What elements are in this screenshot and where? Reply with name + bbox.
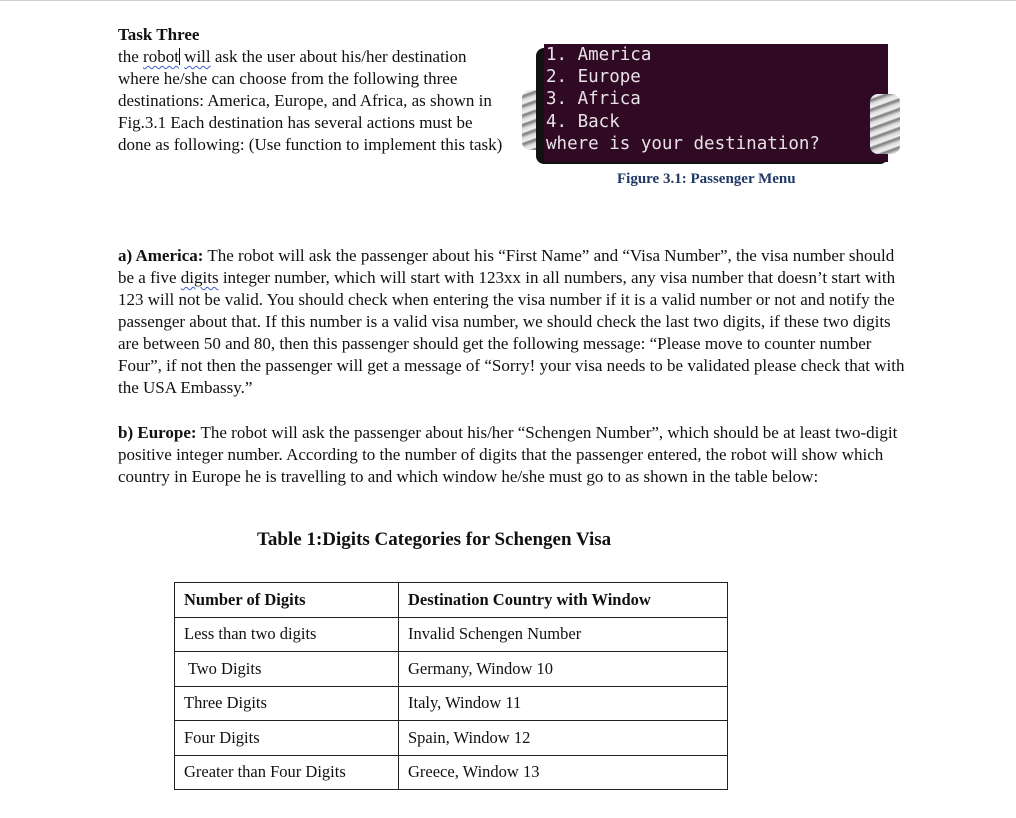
task-title: Task Three xyxy=(118,25,200,44)
table-cell: Greece, Window 13 xyxy=(399,755,728,790)
menu-option-back: 4. Back xyxy=(546,111,620,132)
menu-option-europe: 2. Europe xyxy=(546,67,641,88)
spellcheck-flagged-word[interactable]: robot xyxy=(143,47,179,66)
table-caption: Table 1:Digits Categories for Schengen Visa xyxy=(257,529,612,550)
section-europe[interactable]: b) Europe: The robot will ask the passenger about his/her “Schengen Number”, which should be at least two-digit positive integer number. According to the number of digits that the passenger entered, the robot will show which country in Europe he is travelling to and which window he/she must go to as shown in the table below: xyxy=(118,423,898,486)
task-three-block xyxy=(118,24,508,156)
header-number-of-digits: Number of Digits xyxy=(175,583,399,618)
table-cell: Germany, Window 10 xyxy=(399,652,728,687)
figure-caption: Figure 3.1: Passenger Menu xyxy=(617,171,796,187)
section-label-europe: b) Europe: xyxy=(118,423,197,442)
table-row xyxy=(175,617,728,652)
table-cell: Three Digits xyxy=(175,686,399,721)
passenger-menu-figure xyxy=(522,44,912,170)
table-cell: Four Digits xyxy=(175,721,399,756)
table-cell: Less than two digits xyxy=(175,617,399,652)
spellcheck-flagged-word[interactable]: will xyxy=(184,47,211,66)
table-cell: Greater than Four Digits xyxy=(175,755,399,790)
task-intro[interactable] xyxy=(118,46,508,156)
table-cell: Invalid Schengen Number xyxy=(399,617,728,652)
menu-prompt: where is your destination? xyxy=(546,133,820,154)
table-row xyxy=(175,652,728,687)
intro-text-start: the xyxy=(118,47,144,66)
robot-hand-right-icon xyxy=(870,94,900,154)
menu-option-africa: 3. Africa xyxy=(546,89,641,110)
header-destination: Destination Country with Window xyxy=(399,583,728,618)
terminal-screen xyxy=(544,44,888,162)
page-top-border xyxy=(0,0,1016,1)
section-america[interactable]: a) America: The robot will ask the passenger about his “First Name” and “Visa Number”, the visa number should be a five digits integer number, which will start with 123xx in all numbers, any visa number that doesn’t start with 123 will not be valid. You should check when entering the visa number if it is a valid number or not and notify the passenger about that. If this number is a valid visa number, we should check the last two digits, if these two digits are between 50 and 80, then this passenger should get the following message: “Please move to counter number Four”, if not then the passenger will get a message of “Sorry! your visa needs to be validated please check that with the USA Embassy.” xyxy=(118,246,905,397)
table-cell: Spain, Window 12 xyxy=(399,721,728,756)
table-cell: Italy, Window 11 xyxy=(399,686,728,721)
section-label-america: a) America: xyxy=(118,246,204,265)
schengen-digits-table xyxy=(174,582,728,790)
menu-option-america: 1. America xyxy=(546,45,652,65)
intro-text-rest: ask the user about his/her destination where he/she can choose from the following three destinations: America, Europe, and Africa, as shown in Fig.3.1 Each destination has several actions must be done as following: (Use function to implement this task) xyxy=(118,47,503,154)
table-row xyxy=(175,755,728,790)
table-header-row xyxy=(175,583,728,618)
table-cell: Two Digits xyxy=(175,652,399,687)
table-row xyxy=(175,721,728,756)
table-row xyxy=(175,686,728,721)
spellcheck-flagged-word[interactable]: digits xyxy=(180,268,219,287)
